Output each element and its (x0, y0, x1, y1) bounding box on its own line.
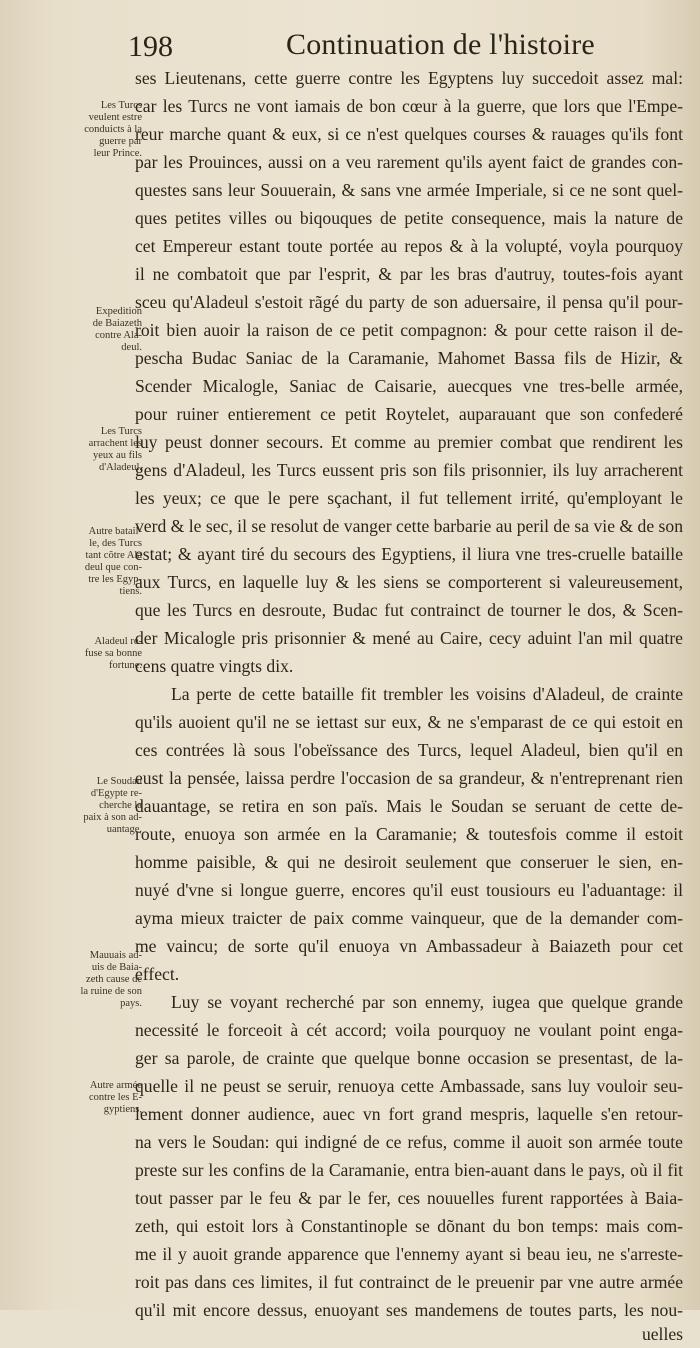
margin-note (60, 1080, 142, 1116)
margin-note-line: le, des Turcs (89, 538, 142, 549)
text-line: effect. (135, 964, 180, 984)
margin-note (60, 306, 142, 354)
margin-note-line: tiens. (119, 586, 142, 597)
text-line: der Micalogle pris prisonnier & mené au Caire, cecy aduint l'an mil quatre (135, 628, 683, 648)
text-line: ger sa parole, de crainte que quelque bonne occasion se presentast, de la- (135, 1048, 683, 1068)
text-line: lement donner audience, auec vn fort grand mespris, laquelle s'en retour- (135, 1104, 683, 1124)
margin-note-line: pays. (120, 998, 142, 1009)
margin-note-line: Le Soudan (96, 776, 142, 787)
text-line: gens d'Aladeul, les Turcs eussent pris son fils prisonnier, ils luy arracherent (135, 460, 683, 480)
margin-note-line: cherche la (99, 800, 142, 811)
text-line: pescha Budac Saniac de la Caramanie, Mahomet Bassa fils de Hizir, & (135, 348, 683, 368)
text-line: car les Turcs ne vont iamais de bon cœur à la guerre, que lors que l'Empe- (135, 96, 683, 116)
text-line: route, enuoya son armée en la Caramanie; & toutesfois comme il estoit (135, 824, 683, 844)
text-line: qu'ils auoient qu'il ne se iettast sur eux, & ne s'emparast de ce qui estoit en (135, 712, 683, 732)
text-line: pour ruiner entierement ce petit Roytelet, auparauant que son confederé (135, 404, 683, 424)
margin-note-line: d'Aladeul. (98, 462, 142, 473)
margin-note-line: zeth cause de (86, 974, 142, 985)
margin-note (60, 526, 142, 598)
text-line: na vers le Soudan: qui indigné de ce refus, comme il auoit son armée toute (135, 1132, 683, 1152)
text-line: ayma mieux traicter de paix comme vainqueur, que de la demander com- (135, 908, 683, 928)
margin-note (60, 776, 142, 836)
text-line: zeth, qui estoit lors à Constantinople se dõnant du bon temps: mais com- (135, 1216, 683, 1236)
text-line: que les Turcs en desroute, Budac fut contrainct de tourner le dos, & Scen- (135, 600, 683, 620)
text-line: necessité le forceoit à cét accord; voila pourquoy ne voulant point enga- (135, 1020, 683, 1040)
margin-note-line: deul. (121, 342, 142, 353)
text-line: verd & le sec, il se resolut de vanger cette barbarie au peril de sa vie & de son (135, 516, 683, 536)
text-line: luy peust donner secours. Et comme au premier combat que rendirent les (135, 432, 683, 452)
margin-note-line: leur Prince. (93, 148, 142, 159)
margin-note-line: Expedition (95, 306, 142, 317)
text-line: eust la pensée, laissa perdre l'occasion de sa grandeur, & n'entreprenant rien (135, 768, 683, 788)
text-line: ques petites villes ou biqouques de petite consequence, mais la nature de (135, 208, 683, 228)
margin-note-line: uantage. (106, 824, 142, 835)
margin-note-line: la ruine de son (80, 986, 142, 997)
text-line: dauantage, se retira en son païs. Mais le Soudan se seruant de cette de- (135, 796, 683, 816)
text-line: ces contrées là sous l'obeïssance des Turcs, lequel Aladeul, bien qu'il en (135, 740, 683, 760)
margin-note (60, 426, 142, 474)
margin-note-line: Aladeul re- (94, 636, 142, 647)
margin-note-line: arrachent les (88, 438, 142, 449)
margin-note-line: fortune. (109, 660, 142, 671)
margin-note (60, 950, 142, 1010)
margin-note-line: contre les E- (88, 1092, 142, 1103)
running-title: Continuation de l'histoire (286, 28, 595, 61)
text-line: me vaincu; de sorte qu'il enuoya vn Ambassadeur à Baiazeth pour cet (135, 936, 683, 956)
text-line: preste sur les confins de la Caramanie, entra bien-auant dans le pays, où il fit (135, 1160, 683, 1180)
margin-note-line: guerre par (99, 136, 142, 147)
margin-note-line: conduicts à la (84, 124, 142, 135)
catchword: uelles (641, 1324, 683, 1344)
margin-note-line: Mauuais ad- (89, 950, 142, 961)
text-line: par les Prouinces, aussi on a veu rarement qu'ils ayent faict de grandes con- (135, 152, 683, 172)
page-number: 198 (128, 30, 173, 63)
text-line: roit bien auoir la raison de ce petit compagnon: & pour cette raison il de- (135, 320, 683, 340)
margin-note-line: Les Turcs (100, 100, 142, 111)
text-line: il ne combatoit que par l'esprit, & par les bras d'autruy, toutes-fois ayant (135, 264, 683, 284)
text-line: nuyé d'vne si longue guerre, encores qu'il eust tousiours eu l'aduantage: il (135, 880, 683, 900)
text-line: estat; & ayant tiré du secours des Egyptiens, il liura vne tres-cruelle bataille (135, 544, 683, 564)
text-line: La perte de cette bataille fit trembler les voisins d'Aladeul, de crainte (171, 684, 683, 704)
text-line: Scender Micalogle, Saniac de Caisarie, auecques vne tres-belle armée, (135, 376, 683, 396)
margin-note (60, 100, 142, 160)
text-line: ses Lieutenans, cette guerre contre les Egyptens luy succedoit assez mal: (135, 68, 683, 88)
text-line: quelle il ne peust se seruir, renuoya cette Ambassade, sans luy vouloir seu- (135, 1076, 683, 1096)
margin-note-line: contre Ala- (95, 330, 142, 341)
margin-note-line: veulent estre (88, 112, 142, 123)
text-line: me il y auoit grande apparence que l'ennemy ayant si beau ieu, ne s'arreste- (135, 1244, 683, 1264)
text-line: tout passer par le feu & par le fer, ces nouuelles furent rapportées à Baia- (135, 1188, 683, 1208)
margin-note-line: gyptiens, (103, 1104, 142, 1115)
margin-note-line: de Baiazeth (92, 318, 142, 329)
text-line: homme paisible, & qui ne desiroit seulement que conseruer le sien, en- (135, 852, 683, 872)
text-line: sceu qu'Aladeul s'estoit rãgé du party de son aduersaire, il pensa qu'il pour- (135, 292, 683, 312)
text-line: cet Empereur estant toute portée au repos & à la volupté, voyla pourquoy (135, 236, 683, 256)
margin-note-line: deul que con- (84, 562, 142, 573)
text-line: roit pas dans ces limites, il fut contrainct de le preuenir par vne autre armée (135, 1272, 683, 1292)
text-line: reur marche quant & eux, si ce n'est quelques courses & rauages qu'ils font (135, 124, 683, 144)
margin-note (60, 636, 142, 672)
text-line: Luy se voyant recherché par son ennemy, iugea que quelque grande (171, 992, 683, 1012)
text-line: cens quatre vingts dix. (135, 656, 294, 676)
text-line: les yeux; ce que le pere sçachant, il fut tellement irrité, qu'employant le (135, 488, 683, 508)
margin-note-line: tant cõtre Ala (85, 550, 142, 561)
margin-note-line: tre les Egyp- (88, 574, 142, 585)
margin-notes (0, 0, 142, 1310)
margin-note-line: uis de Baia- (91, 962, 142, 973)
margin-note-line: fuse sa bonne (84, 648, 142, 659)
text-line: qu'il mit encore dessus, enuoyant ses mandemens de toutes parts, les nou- (135, 1300, 683, 1320)
text-line: aux Turcs, en laquelle luy & les siens se comporterent si valeureusement, (135, 572, 683, 592)
text-line: questes sans leur Souuerain, & sans vne armée Imperiale, si ce ne sont quel- (135, 180, 683, 200)
margin-note-line: Autre batail- (88, 526, 142, 537)
margin-note-line: Les Turcs (100, 426, 142, 437)
margin-note-line: d'Egypte re- (90, 788, 142, 799)
margin-note-line: yeux au fils (93, 450, 142, 461)
margin-note-line: Autre armée (89, 1080, 142, 1091)
margin-note-line: paix à son ad- (83, 812, 142, 823)
